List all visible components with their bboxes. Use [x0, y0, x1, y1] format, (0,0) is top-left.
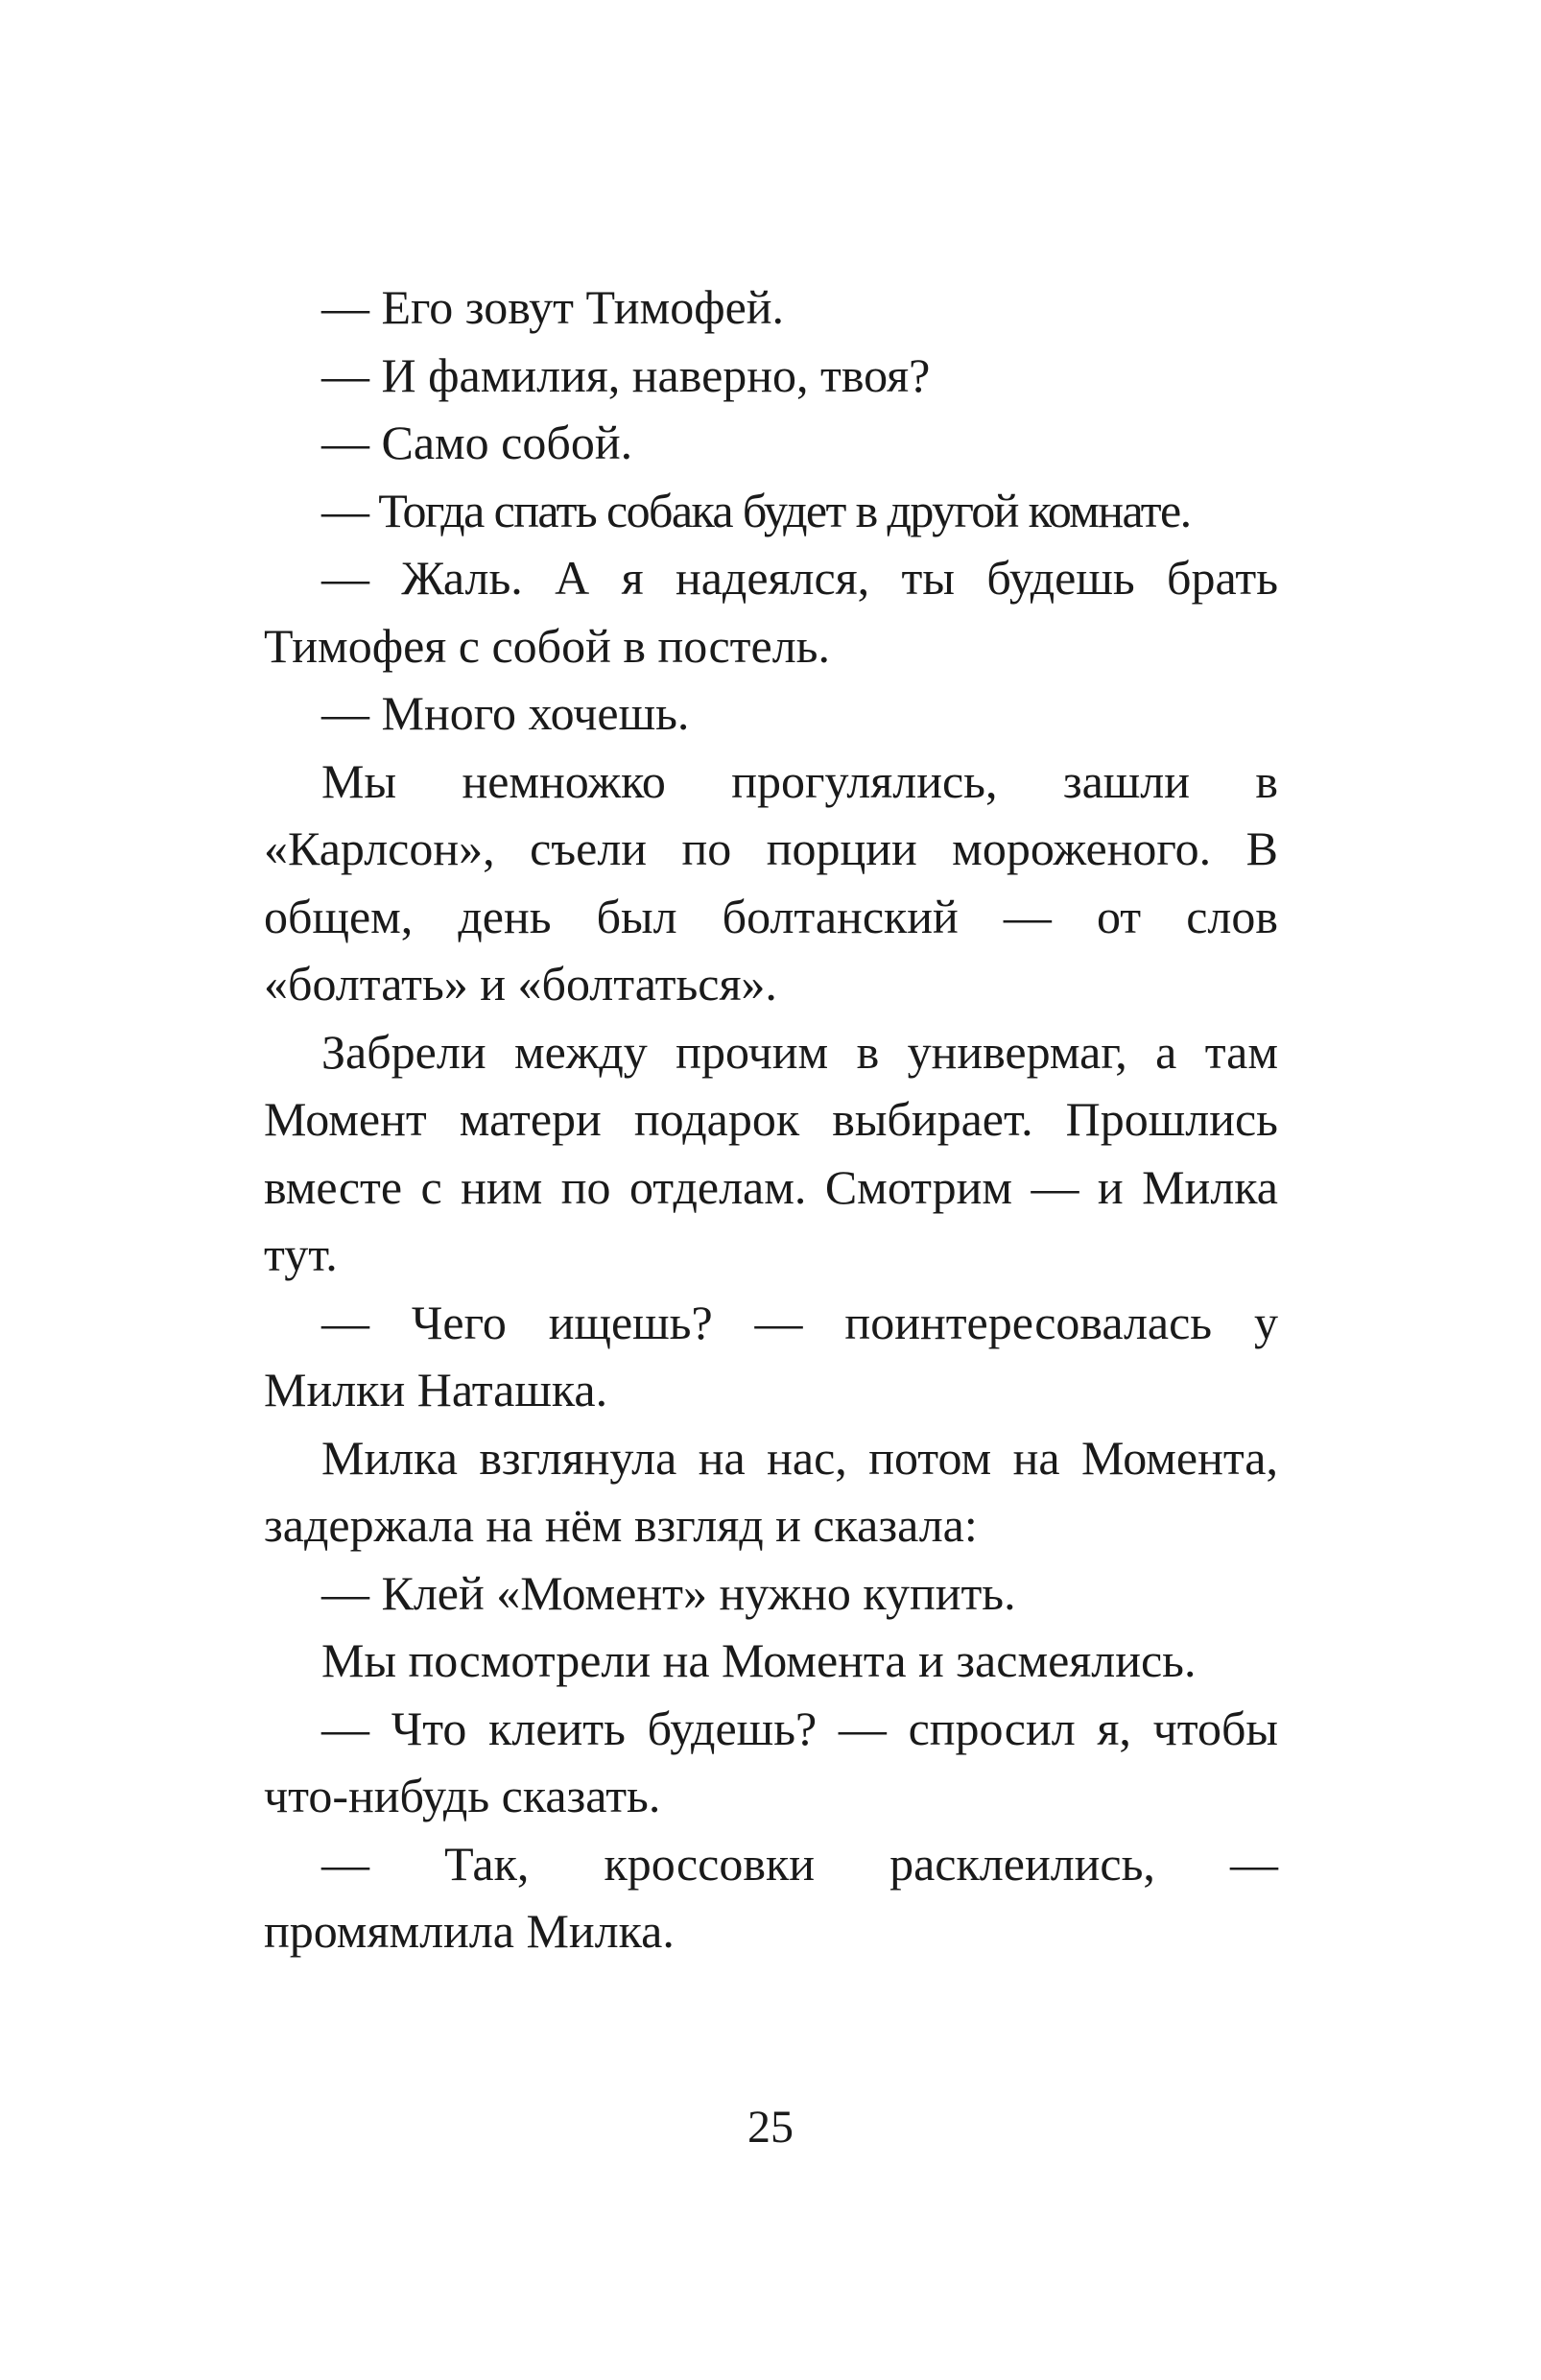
body-text	[264, 274, 1278, 1965]
paragraph-11: — Клей «Момент» нужно купить.	[321, 1565, 1016, 1620]
paragraph-5: — Жаль. А я надеялся, ты будешь брать Тимофея с собой в постель.	[264, 551, 1278, 673]
paragraph-6: — Много хочешь.	[321, 686, 690, 740]
paragraph-10: Милка взглянула на нас, потом на Момента, задержала на нём взгляд и сказала:	[264, 1430, 1278, 1552]
paragraph-4: — Тогда спать собака будет в другой комнате.	[321, 483, 1191, 537]
paragraph-8: Забрели между прочим в универмаг, а там Момент матери подарок выбирает. Прошлись вместе с ним по отделам. Смотрим — и Милка тут.	[264, 1024, 1278, 1281]
paragraph-7: Мы немножко прогулялись, зашли в «Карлсон», съели по порции мороженого. В общем, день был болтанский — от слов «болтать» и «болтаться».	[264, 753, 1278, 1011]
paragraph-14: — Так, кроссовки расклеились, — промямлила Милка.	[264, 1836, 1278, 1958]
paragraph-13: — Что клеить будешь? — спросил я, чтобы что-нибудь сказать.	[264, 1701, 1278, 1822]
paragraph-3: — Само собой.	[321, 416, 633, 469]
paragraph-12: Мы посмотрели на Момента и засмеялись.	[321, 1633, 1197, 1687]
paragraph-9: — Чего ищешь? — поинтересовалась у Милки Наташка.	[264, 1295, 1278, 1416]
page-number: 25	[747, 2102, 794, 2153]
paragraph-2: — И фамилия, наверно, твоя?	[321, 347, 931, 402]
paragraph-1: — Его зовут Тимофей.	[321, 280, 785, 334]
